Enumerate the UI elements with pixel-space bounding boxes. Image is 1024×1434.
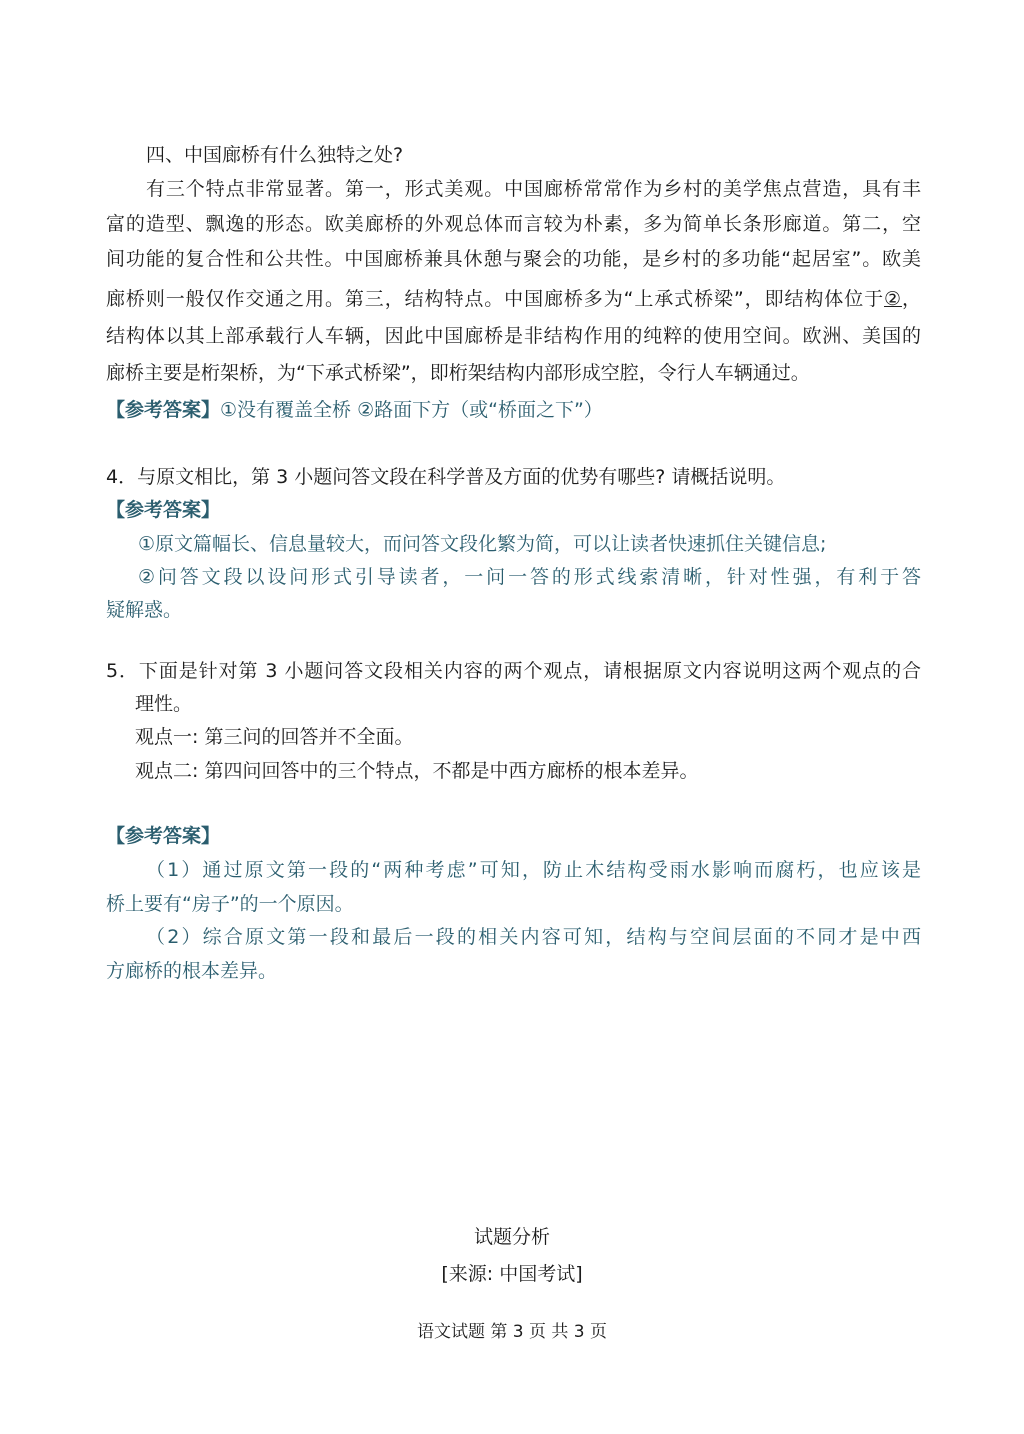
answer-label: 【参考答案】 (106, 499, 221, 521)
section-heading: 四、中国廊桥有什么独特之处? (146, 144, 404, 166)
answer-line: 桥上要有“房子”的一个原因。 (106, 893, 354, 915)
answer-line: ②问答文段以设问形式引导读者，一问一答的形式线索清晰，针对性强，有利于答 (138, 566, 921, 588)
paragraph-text: ， (901, 288, 921, 310)
question-5-cont: 理性。 (135, 693, 193, 715)
viewpoint-1: 观点一: 第三问的回答并不全面。 (135, 726, 414, 748)
answer-line: 疑解惑。 (106, 599, 183, 621)
answer-line: ①原文篇幅长、信息量较大，而问答文段化繁为简，可以让读者快速抓住关键信息; (138, 533, 827, 555)
blank-marker: ② (884, 288, 902, 310)
answer-line: （1）通过原文第一段的“两种考虑”可知，防止木结构受雨水影响而腐朽，也应该是 (146, 859, 921, 881)
paragraph-line: 廊桥主要是桁架桥，为“下承式桥梁”，即桁架结构内部形成空腔，令行人车辆通过。 (106, 362, 810, 384)
question-4: 4．与原文相比，第 3 小题问答文段在科学普及方面的优势有哪些? 请概括说明。 (106, 466, 786, 488)
answer-line (106, 398, 921, 422)
answer-line: 方廊桥的根本差异。 (106, 960, 278, 982)
paragraph-line: 间功能的复合性和公共性。中国廊桥兼具休憩与聚会的功能，是乡村的多功能“起居室”。欧美 (106, 248, 921, 270)
answer-line: （2）综合原文第一段和最后一段的相关内容可知，结构与空间层面的不同才是中西 (146, 926, 921, 948)
paragraph-text: 廊桥则一般仅作交通之用。第三，结构特点。中国廊桥多为“上承式桥梁”，即结构体位于 (106, 288, 885, 310)
analysis-title: 试题分析 (473, 1226, 550, 1248)
paragraph-line: 富的造型、飘逸的形态。欧美廊桥的外观总体而言较为朴素，多为简单长条形廊道。第二，空 (106, 213, 921, 235)
page-footer: 语文试题 第 3 页 共 3 页 (416, 1322, 608, 1342)
paragraph-line: 有三个特点非常显著。第一，形式美观。中国廊桥常常作为乡村的美学焦点营造，具有丰 (146, 178, 921, 200)
viewpoint-2: 观点二: 第四问回答中的三个特点，不都是中西方廊桥的根本差异。 (135, 760, 699, 782)
answer-text: ①没有覆盖全桥 ②路面下方（或“桥面之下”） (220, 399, 603, 421)
answer-label: 【参考答案】 (106, 825, 221, 847)
question-5: 5．下面是针对第 3 小题问答文段相关内容的两个观点，请根据原文内容说明这两个观点的合 (106, 660, 921, 682)
analysis-source: [来源: 中国考试] (441, 1263, 583, 1285)
paragraph-line (106, 287, 921, 311)
paragraph-line: 结构体以其上部承载行人车辆，因此中国廊桥是非结构作用的纯粹的使用空间。欧洲、美国的 (106, 325, 921, 347)
answer-label: 【参考答案】 (106, 399, 221, 421)
